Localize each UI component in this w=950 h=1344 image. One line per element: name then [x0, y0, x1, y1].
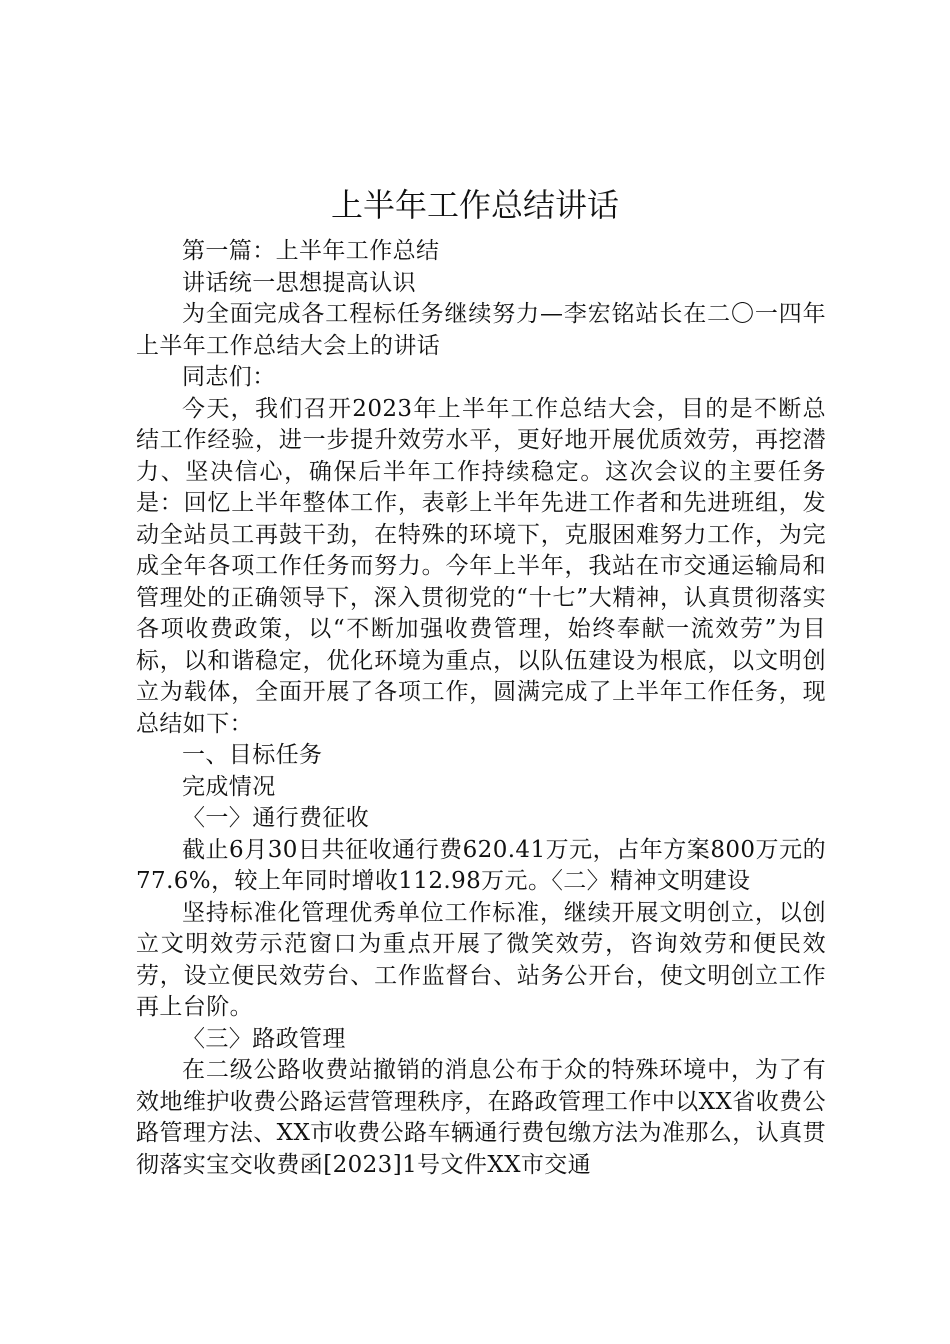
paragraph-subheading: 讲话统一思想提高认识 — [182, 269, 416, 296]
paragraph-heading-completion: 完成情况 — [182, 773, 276, 800]
paragraph-section-heading: 第一篇：上半年工作总结 — [182, 238, 440, 264]
paragraph-salutation: 同志们： — [182, 364, 276, 390]
document-body — [136, 236, 826, 1181]
document-title: 上半年工作总结讲话 — [330, 186, 619, 224]
paragraph-civilization: 坚持标准化管理优秀单位工作标准，继续开展文明创立，以创立文明效劳示范窗口为重点开展了微笑效劳，咨询效劳和便民效劳，设立便民效劳台、工作监督台、站务公开台，使文明创立工作再上台阶。 — [136, 899, 826, 1020]
paragraph-toll-details: 截止6月30日共征收通行费620.41万元，占年方案800万元的77.6%，较上年同时增收112.98万元。〈二〉精神文明建设 — [136, 836, 826, 894]
paragraph-heading-targets: 一、目标任务 — [182, 742, 323, 768]
paragraph-road-admin: 在二级公路收费站撤销的消息公布于众的特殊环境中，为了有效地维护收费公路运营管理秩序，在路政管理工作中以XX省收费公路管理方法、XX市收费公路车辆通行费包缴方法为准那么，认真贯彻落实宝交收费函[2023]1号文件XX市交通 — [136, 1057, 826, 1178]
paragraph-heading-toll: 〈一〉通行费征收 — [182, 805, 370, 831]
paragraph-speech-title: 为全面完成各工程标任务继续努力—李宏铭站长在二〇一四年上半年工作总结大会上的讲话 — [136, 301, 826, 359]
paragraph-introduction: 今天，我们召开2023年上半年工作总结大会，目的是不断总结工作经验，进一步提升效劳水平，更好地开展优质效劳，再挖潜力、坚决信心，确保后半年工作持续稳定。这次会议的主要任务是：回忆上半年整体工作，表彰上半年先进工作者和先进班组，发动全站员工再鼓干劲，在特殊的环境下，克服困难努力工作，为完成全年各项工作任务而努力。今年上半年，我站在市交通运输局和管理处的正确领导下，深入贯彻党的“十七”大精神，认真贯彻落实各项收费政策，以“不断加强收费管理，始终奉献一流效劳”为目标，以和谐稳定，优化环境为重点，以队伍建设为根底，以文明创立为载体，全面开展了各项工作，圆满完成了上半年工作任务，现总结如下： — [136, 395, 826, 737]
paragraph-heading-road-admin: 〈三〉路政管理 — [182, 1025, 346, 1052]
